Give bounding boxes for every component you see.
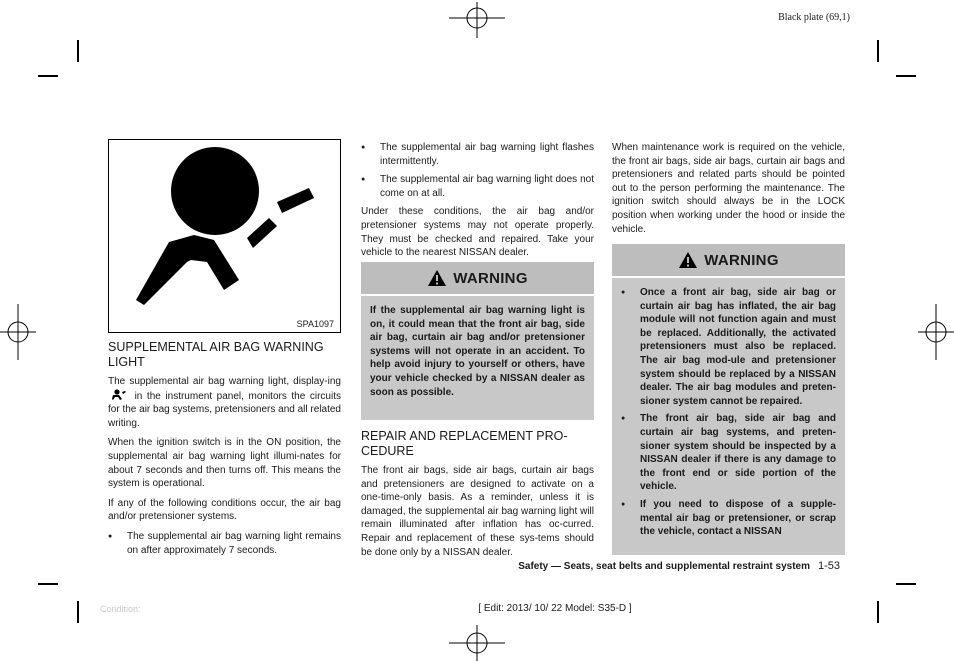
paragraph-4: Under these conditions, the air bag and/or pretensioner systems may not operate properly. They must be checked and repaired. Take your vehicle to the nearest NISSAN dealer. [361, 206, 594, 259]
airbag-inline-icon [111, 389, 127, 400]
section-heading-repair: REPAIR AND REPLACEMENT PRO-CEDURE [361, 429, 568, 458]
paragraph-1-end: in the instrument panel, monitors the circuits for the air bag systems, pretensioners and all related writing. [108, 390, 341, 429]
warning-header-2 [612, 244, 845, 278]
registration-mark-left [0, 302, 36, 362]
column-2 [361, 141, 594, 266]
column-1 [108, 340, 341, 562]
warning-title-2: WARNING [704, 251, 779, 269]
warning-box-1 [361, 262, 594, 420]
registration-mark-right [918, 302, 954, 362]
warning-triangle-icon [678, 251, 698, 269]
warning-triangle-icon [427, 269, 447, 287]
figure-code: SPA1097 [296, 319, 334, 329]
warning-title-1: WARNING [453, 269, 528, 287]
bullet-item-2: ● The supplemental air bag warning light flashes intermittently. [361, 141, 594, 168]
paragraph-3: If any of the following conditions occur, the air bag and/or pretensioner systems. [108, 497, 341, 523]
condition-label: Condition: [100, 604, 141, 614]
plate-label: Black plate (69,1) [778, 12, 850, 23]
paragraph-5: The front air bags, side air bags, curtain air bags and pretensioners are designed to activate on a one-time-only basis. As a reminder, unless it is damaged, the supplemental air bag warning light will remain illuminated after inflation has oc-curred. Repair and replacement of these sys-tems should be done only by a NISSAN dealer. [361, 465, 594, 558]
registration-mark-top [447, 2, 507, 38]
warning-bullet-2: ● The front air bag, side air bag and curtain air bag systems, and preten-sioner system should be inspected by a NISSAN dealer if there is any damage to the front end or side portion of the vehicle. [621, 412, 836, 494]
bullet-item-3: ● The supplemental air bag warning light does not come on at all. [361, 173, 594, 200]
bullet-item-1: ● The supplemental air bag warning light remains on after approximately 7 seconds. [108, 530, 341, 557]
column-2-lower [361, 429, 594, 565]
paragraph-2: When the ignition switch is in the ON position, the supplemental air bag warning light illumi-nates for about 7 seconds and then turns off. This means the system is operational. [108, 437, 341, 490]
paragraph-1 [108, 375, 341, 430]
section-heading-warning-light: SUPPLEMENTAL AIR BAG WARNING LIGHT [108, 340, 324, 369]
airbag-figure [108, 139, 341, 333]
airbag-warning-icon [109, 140, 340, 332]
paragraph-6: When maintenance work is required on the vehicle, the front air bags, side air bags, curtain air bags and pretensioners and related parts should be pointed out to the person performing the maintenance. The ignition switch should always be in the LOCK position when working under the hood or inside the vehicle. [612, 142, 845, 235]
footer-section-title: Safety — Seats, seat belts and supplemental restraint system [518, 561, 810, 572]
paragraph-1-start: The supplemental air bag warning light, display-ing [108, 376, 341, 387]
warning-header-1 [361, 262, 594, 296]
warning-box-2 [612, 244, 845, 555]
registration-mark-bottom [447, 625, 507, 661]
warning-bullet-1: ● Once a front air bag, side air bag or curtain air bag has inflated, the air bag module will not function again and must be replaced. Additionally, the activated pretensioners must also be replaced. The air bag mod-ule and pretensioner system should be replaced by a NISSAN dealer. The air bag modules and preten-sioner system cannot be repaired. [621, 286, 836, 408]
column-3 [612, 141, 845, 242]
page-number: 1-53 [818, 560, 841, 572]
warning-text-1: If the supplemental air bag warning light is on, it could mean that the front air bag, side air bag, curtain air bag and/or pretensioner systems will not operate in an accident. To help avoid injury to yourself or others, have your vehicle checked by a NISSAN dealer as soon as possible. [370, 305, 585, 398]
warning-bullet-3: ● If you need to dispose of a supple-mental air bag or pretensioner, or scrap the vehicle, contact a NISSAN [621, 498, 836, 539]
edit-info: [ Edit: 2013/ 10/ 22 Model: S35-D ] [478, 603, 632, 614]
warning-list-2 [612, 278, 845, 549]
